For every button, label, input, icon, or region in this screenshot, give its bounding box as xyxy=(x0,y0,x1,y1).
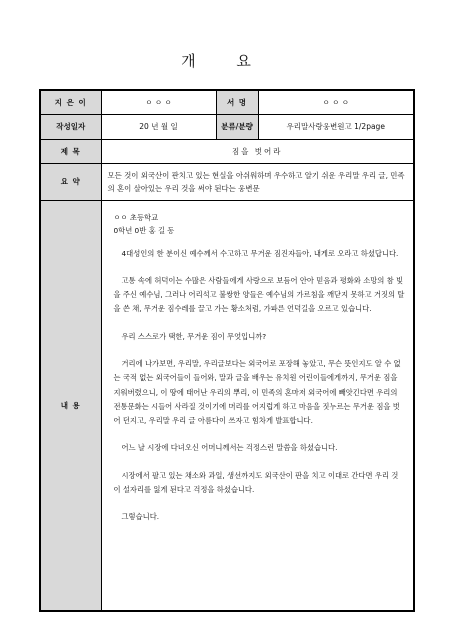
summary-value: 모든 것이 외국산이 판치고 있는 현실을 아쉬워하며 우수하고 알기 쉬운 우리말 우리 글, 민족의 혼이 살아있는 우리 것을 써야 된다는 웅변문 xyxy=(101,163,414,200)
summary-label: 요 약 xyxy=(40,163,101,200)
paragraph: 4대성인의 한 분이신 예수께서 수고하고 무거운 짐진자들아, 내게로 오라고 하셨답니다. xyxy=(121,248,399,258)
paragraph: 거리에 나가보면, 우리말, 우리글보다는 외국어로 포장해 놓았고, 무슨 뜻인지도 알 수 없는 국적 없는 외국어들이 들어와, 말과 글을 배우는 유치원 어린이들에게까지, 무거운 짐을 지워버렸으니, 이 땅에 태어난 우리의 뿌리, 이 민족의 혼마저 외국어에 빼앗긴다면 우리의 전통문화는 시들어 사라질 것이기에 머리를 어지럽게 하고 마음을 짓누르는 무거운 짐을 벗어 던지고, 우리말 우리 글 아름다이 쓰자고 힘차게 발표합니다. xyxy=(113,358,401,426)
school-name: ㅇㅇ 초등학교 xyxy=(113,212,159,222)
overview-form xyxy=(39,89,415,612)
category-value: 우리말사랑웅변원고 1/2page xyxy=(258,114,414,139)
paragraph: 고통 속에 허덕이는 수많은 사람들에게 사랑으로 보듬어 안아 믿음과 평화와 소망의 참 빛을 주신 예수님, 그러나 어리석고 불쌍한 양들은 예수님의 가르침을 깨닫지 못하고 거짓의 탈을 쓴 채, 무거운 짐수레를 끌고 가는 황소처럼, 가파른 언덕길을 오르고 있습니다. xyxy=(113,275,405,314)
signature-label: 서 명 xyxy=(216,90,258,114)
category-label: 분류/분량 xyxy=(216,114,258,139)
signature-value: ㅇ ㅇ ㅇ xyxy=(258,90,414,114)
paragraph: 시장에서 팔고 있는 채소와 과일, 생선까지도 외국산이 판을 치고 이대로 간다면 우리 것이 설자리를 잃게 된다고 걱정을 하셨습니다. xyxy=(113,470,399,495)
student-name: 0학년 0반 홍 길 동 xyxy=(113,225,175,235)
paragraph: 우리 스스로가 택한, 무거운 짐이 무엇입니까? xyxy=(121,331,267,341)
subject-value: 짐을 벗어라 xyxy=(101,139,414,163)
page-title: 개 요 xyxy=(181,52,269,70)
author-label: 지 은 이 xyxy=(40,90,101,114)
date-value: 20 년 월 일 xyxy=(101,114,216,139)
content-body xyxy=(101,200,414,611)
paragraph: 어느 날 시장에 다녀오신 어머니께서는 걱정스런 말씀을 하셨습니다. xyxy=(121,443,338,453)
subject-label: 제 목 xyxy=(40,139,101,163)
content-label: 내 용 xyxy=(40,200,101,611)
author-byline xyxy=(114,211,406,237)
author-value: ㅇ ㅇ ㅇ xyxy=(101,90,216,114)
paragraph: 그렇습니다. xyxy=(121,512,160,522)
date-label: 작성일자 xyxy=(40,114,101,139)
